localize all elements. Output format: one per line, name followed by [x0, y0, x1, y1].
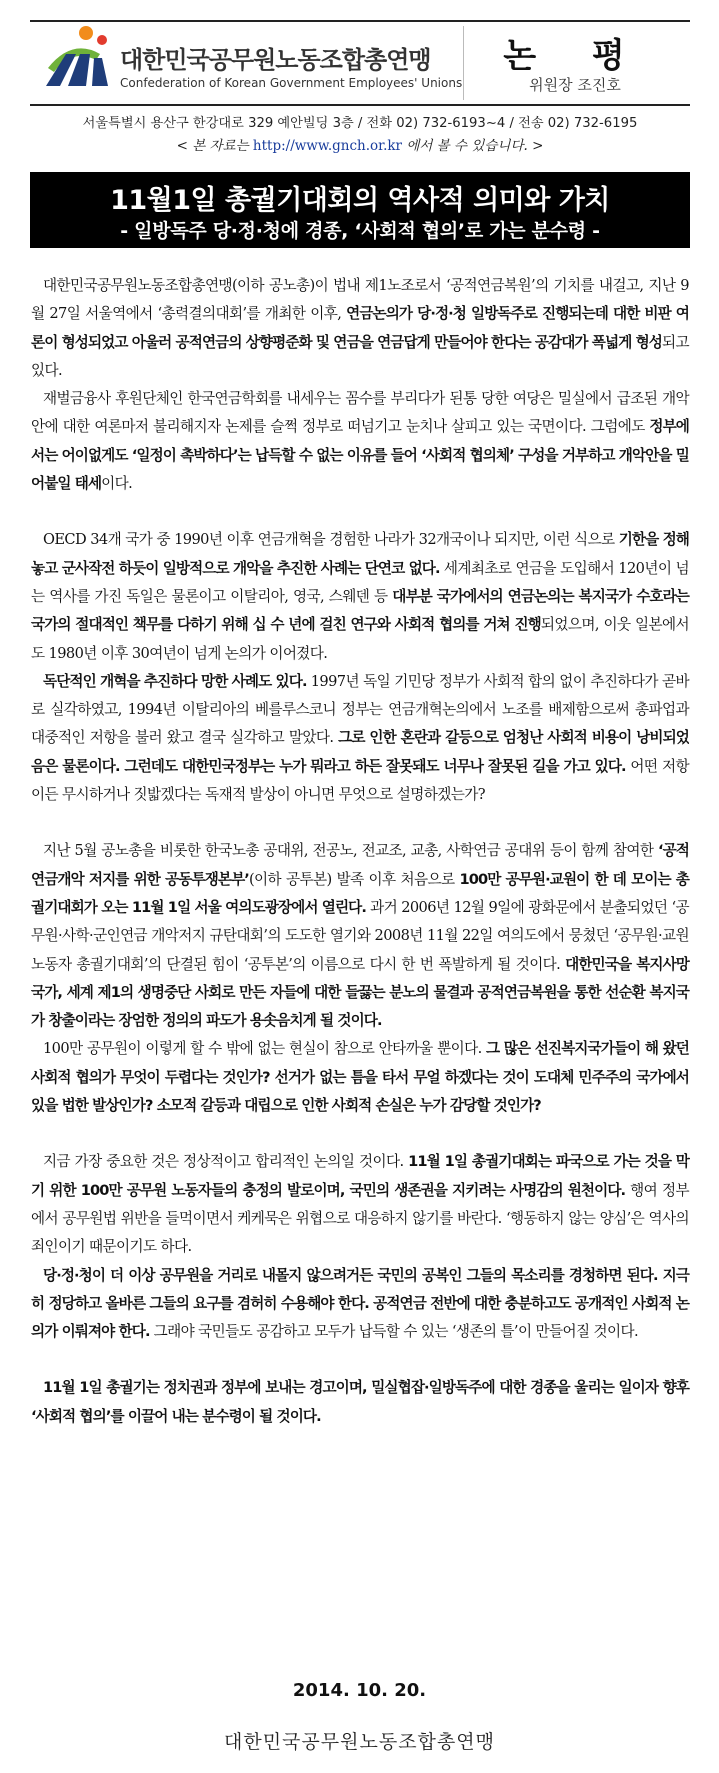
paragraph-spacer — [31, 809, 689, 837]
header-divider — [463, 26, 464, 100]
emphasis-text: 11월 1일 총궐기대회는 파국으로 가는 것을 막기 위한 100만 공무원 노동자들의 충정의 발로이며, 국민의 생존권을 지키려는 사명감의 원천이다. — [31, 1153, 690, 1199]
body-paragraph — [31, 526, 689, 667]
union-logo — [42, 24, 112, 94]
emphasis-text: 연금논의가 당·정·청 일방독주로 진행되는데 대한 비판 여론이 형성되었고 아울러 공적연금의 상향평준화 및 연금을 연금답게 만들어야 한다는 공감대가 폭넓게 형성 — [31, 305, 689, 351]
emphasis-text: 그 많은 선진복지국가들이 해 왔던 사회적 협의가 무엇이 두렵다는 것인가? 선거가 없는 틈을 타서 무얼 하겠다는 것이 도대체 민주주의 국가에서 있을 법한 발상인가? 소모적 갈등과 대립으로 인한 사회적 손실은 누가 감당할 것인가? — [31, 1040, 689, 1115]
top-rule — [30, 20, 690, 22]
body-text: 되고 있다. — [31, 333, 689, 379]
body-text: 그래야 국민들도 공감하고 모두가 납득할 수 있는 ‘생존의 틀’이 만들어질 것이다. — [149, 1323, 639, 1341]
title-banner — [30, 172, 690, 248]
body-text: 1997년 독일 기민당 정부가 사회적 합의 없이 추진하다가 곧바로 실각하였고, 1994년 이탈리아의 베를루스코니 정부는 연금개혁논의에서 노조를 배제함으로써 총파업과 대중적인 저항을 불러 왔고 결국 실각하고 말았다. — [31, 672, 689, 747]
header-rule — [30, 104, 690, 106]
emphasis-text: 독단적인 개혁을 추진하다 망한 사례도 있다. — [43, 672, 307, 690]
body-text: 되었으며, 이웃 일본에서도 1980년 이후 30여년이 넘게 논의가 이어졌다. — [31, 616, 689, 662]
body-text: 세계최초로 연금을 도입해서 120년이 넘는 역사를 가진 독일은 물론이고 이탈리아, 영국, 스웨덴 등 — [31, 559, 690, 605]
body-text: 이다. — [101, 475, 133, 493]
emphasis-text: 대한민국을 복지사망국가, 세계 제1의 생명중단 사회로 만든 자들에 대한 들끓는 분노의 물결과 공적연금복원을 통한 선순환 복지국가 창출이라는 장엄한 정의의 파도가 용솟음치게 될 것이다. — [31, 955, 689, 1030]
body-paragraph — [31, 272, 689, 385]
emphasis-text: 100만 공무원·교원이 한 데 모이는 총궐기대회가 오는 11월 1일 서울 여의도광장에서 열린다. — [31, 870, 690, 916]
document-title: 11월1일 총궐기대회의 역사적 의미와 가치 — [110, 185, 610, 216]
body-text: 어떤 저항이든 무시하거나 짓밟겠다는 독재적 발상이 아니면 무엇으로 설명하겠는가? — [31, 757, 689, 804]
body-paragraph — [31, 1148, 689, 1261]
body-paragraph — [31, 1035, 689, 1120]
website-line — [30, 134, 690, 154]
emphasis-text: 11월 1일 총궐기는 정치권과 정부에 보내는 경고이며, 밀실협잡·일방독주에 대한 경종을 울리는 일이자 향후 ‘사회적 협의’를 이끌어 내는 분수령이 될 것이다. — [31, 1379, 689, 1425]
website-prefix: < 본 자료는 — [176, 138, 249, 154]
body-paragraph — [31, 1262, 689, 1347]
paragraph-spacer — [31, 1120, 689, 1148]
contact-address: 서울특별시 용산구 한강대로 329 예안빌딩 3층 / 전화 02) 732-6193~4 / 전송 02) 732-6195 — [82, 116, 638, 131]
body-text: 지난 5월 공노총을 비롯한 한국노총 공대위, 전공노, 전교조, 교총, 사학연금 공대위 등이 함께 참여한 — [43, 842, 658, 860]
logo-red-dot — [97, 35, 107, 45]
body-text: OECD 34개 국가 중 1990년 이후 연금개혁을 경험한 나라가 32개국이나 되지만, 이런 식으로 — [43, 531, 619, 549]
org-name-en: Confederation of Korean Government Employees' Unions — [120, 76, 463, 90]
body-paragraph — [31, 668, 689, 809]
org-name-ko: 대한민국공무원노동조합총연맹 — [120, 46, 431, 74]
website-link[interactable]: http://www.gnch.or.kr — [252, 138, 403, 154]
emphasis-text: ‘공적연금개악 저지를 위한 공동투쟁본부’ — [31, 842, 689, 888]
logo-road-right — [92, 58, 108, 86]
body-paragraph — [31, 837, 689, 1035]
logo-green-arc — [48, 48, 100, 72]
document-type: 논 평 — [503, 36, 647, 76]
logo-orange-dot — [79, 26, 93, 40]
signer-org: 대한민국공무원노동조합총연맹 — [224, 1731, 495, 1753]
paragraph-spacer — [31, 1346, 689, 1374]
document-body — [31, 272, 689, 1431]
body-text: 지금 가장 중요한 것은 정상적이고 합리적인 논의일 것이다. — [43, 1153, 409, 1171]
body-text: 행여 정부에서 공무원법 위반을 들먹이면서 케케묵은 위협으로 대응하지 않기를 바란다. ‘행동하지 않는 양심’은 역사의 죄인이기 때문이기도 하다. — [31, 1181, 689, 1256]
paragraph-spacer — [31, 498, 689, 526]
emphasis-text: 당·정·청이 더 이상 공무원을 거리로 내몰지 않으려거든 국민의 공복인 그들의 목소리를 경청하면 된다. 지극히 정당하고 올바른 그들의 요구를 겸허히 수용해야 한다. 공적연금 전반에 대한 충분하고도 공개적인 사회적 논의가 이뤄져야 한다. — [31, 1266, 689, 1341]
author-line: 위원장 조진호 — [529, 76, 621, 94]
body-text: 재벌금융사 후원단체인 한국연금학회를 내세우는 꼼수를 부리다가 된통 당한 여당은 밀실에서 급조된 개악안에 대한 여론마저 불리해지자 논제를 슬쩍 정부로 떠넘기고 눈치나 살피고 있는 국면이다. 그럼에도 — [31, 390, 689, 436]
body-text: (이하 공투본) 발족 이후 처음으로 — [248, 870, 460, 888]
body-text: 대한민국공무원노동조합총연맹(이하 공노총)이 법내 제1노조로서 ‘공적연금복원’의 기치를 내걸고, 지난 9월 27일 서울역에서 ‘총력결의대회’를 개최한 이후, — [31, 277, 689, 323]
body-paragraph — [31, 385, 689, 498]
document-subtitle: - 일방독주 당·정·청에 경종, ‘사회적 협의’로 가는 분수령 - — [120, 220, 600, 242]
body-text: 과거 2006년 12월 9일에 광화문에서 분출되었던 ‘공무원·사학·군인연금 개악저지 규탄대회’의 도도한 열기와 2008년 11월 22일 여의도에서 뭉쳤던 ‘공무원·교원 노동자 총궐기대회’의 단결된 힘이 ‘공투본’의 이름으로 다시 한 번 폭발하게 될 것이다. — [31, 898, 689, 973]
emphasis-text: 대부분 국가에서의 연금논의는 복지국가 수호라는 국가의 절대적인 책무를 다하기 위해 십 수 년에 걸친 연구와 사회적 협의를 거쳐 진행 — [31, 587, 690, 634]
body-paragraph — [31, 1374, 689, 1431]
emphasis-text: 기한을 정해 놓고 군사작전 하듯이 일방적으로 개악을 추진한 사례는 단연코 없다. — [31, 531, 689, 577]
body-text: 100만 공무원이 이렇게 할 수 밖에 없는 현실이 참으로 안타까울 뿐이다. — [43, 1040, 487, 1058]
website-suffix: 에서 볼 수 있습니다. > — [406, 138, 544, 154]
emphasis-text: 그로 인한 혼란과 갈등으로 엄청난 사회적 비용이 낭비되었음은 물론이다. 그런데도 대한민국정부는 누가 뭐라고 하든 잘못돼도 너무나 잘못된 길을 가고 있다. — [31, 729, 689, 775]
issue-date: 2014. 10. 20. — [292, 1680, 427, 1701]
emphasis-text: 정부에서는 어이없게도 ‘일정이 촉박하다’는 납득할 수 없는 이유를 들어 ‘사회적 협의체’ 구성을 거부하고 개악안을 밀어붙일 태세 — [31, 418, 689, 493]
